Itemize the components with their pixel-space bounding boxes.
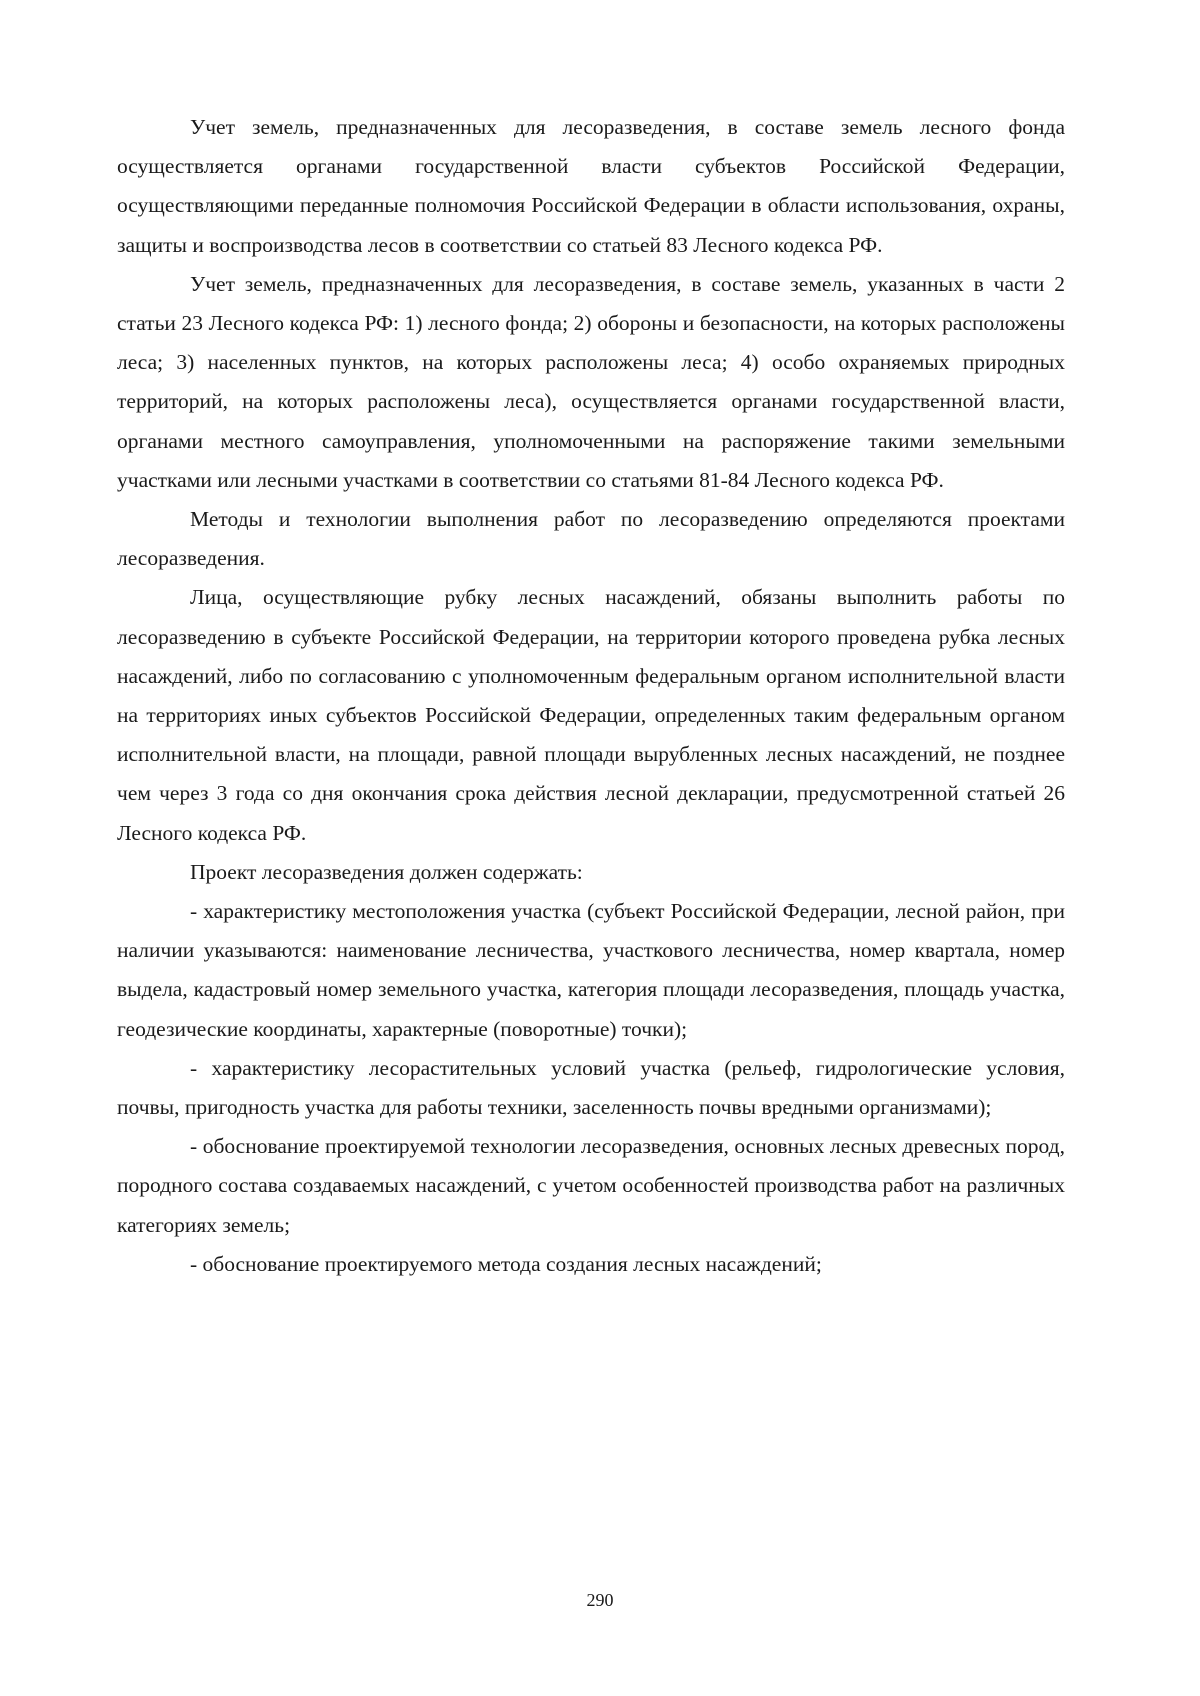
document-body <box>117 108 1065 1284</box>
page-number: 290 <box>586 1590 614 1610</box>
list-item: - обоснование проектируемой технологии лесоразведения, основных лесных древесных пород, породного состава создаваемых насаждений, с учетом особенностей производства работ на различных категориях земель; <box>117 1134 1065 1237</box>
paragraph: Методы и технологии выполнения работ по лесоразведению определяются проектами лесоразведения. <box>117 507 1065 571</box>
paragraph: Проект лесоразведения должен содержать: <box>190 859 583 884</box>
paragraph: Учет земель, предназначенных для лесоразведения, в составе земель, указанных в части 2 статьи 23 Лесного кодекса РФ: 1) лесного фонда; 2) обороны и безопасности, на которых расположены леса; 3) населенных пунктов, на которых расположены леса; 4) особо охраняемых природных территорий, на которых расположены леса), осуществляется органами государственной власти, органами местного самоуправления, уполномоченными на распоряжение такими земельными участками или лесными участками в соответствии со статьями 81-84 Лесного кодекса РФ. <box>117 271 1065 492</box>
paragraph: Лица, осуществляющие рубку лесных насаждений, обязаны выполнить работы по лесоразведению в субъекте Российской Федерации, на территории которого проведена рубка лесных насаждений, либо по согласованию с уполномоченным федеральным органом исполнительной власти на территориях иных субъектов Российской Федерации, определенных таким федеральным органом исполнительной власти, на площади, равной площади вырубленных лесных насаждений, не позднее чем через 3 года со дня окончания срока действия лесной декларации, предусмотренной статьей 26 Лесного кодекса РФ. <box>117 585 1065 845</box>
list-item: - характеристику лесорастительных условий участка (рельеф, гидрологические условия, почвы, пригодность участка для работы техники, заселенность почвы вредными организмами); <box>117 1055 1065 1120</box>
list-item: - обоснование проектируемого метода создания лесных насаждений; <box>190 1251 822 1276</box>
list-item: - характеристику местоположения участка (субъект Российской Федерации, лесной район, при наличии указываются: наименование лесничества, участкового лесничества, номер квартала, номер выдела, кадастровый номер земельного участка, категория площади лесоразведения, площадь участка, геодезические координаты, характерные (поворотные) точки); <box>117 899 1065 1041</box>
paragraph: Учет земель, предназначенных для лесоразведения, в составе земель лесного фонда осуществляется органами государственной власти субъектов Российской Федерации, осуществляющими переданные полномочия Российской Федерации в области использования, охраны, защиты и воспроизводства лесов в соответствии со статьей 83 Лесного кодекса РФ. <box>117 115 1065 257</box>
